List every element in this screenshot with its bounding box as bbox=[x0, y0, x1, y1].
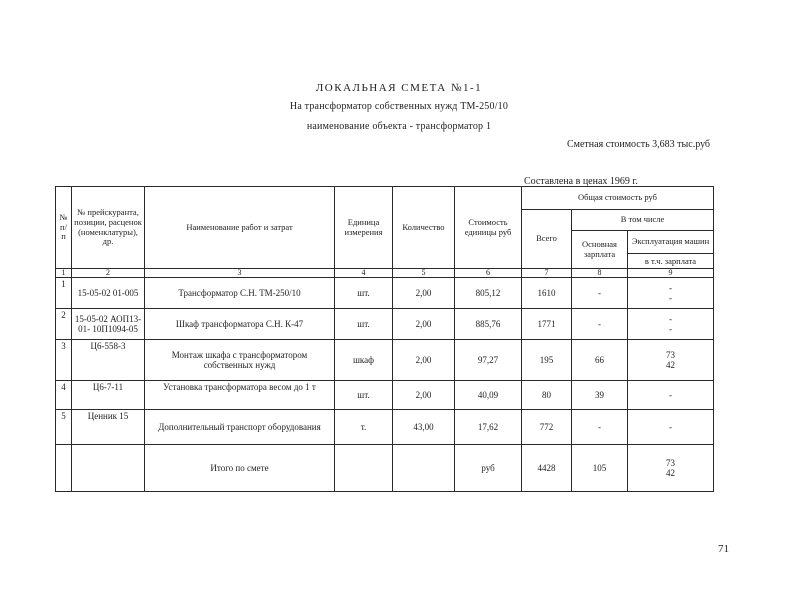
row-machines-value: 73 bbox=[666, 457, 675, 468]
col-number: 5 bbox=[393, 269, 455, 278]
row-code: 15-05-02 АОП13-01- 10П1094-05 bbox=[72, 309, 145, 340]
row-qty: 2,00 bbox=[393, 340, 455, 381]
price-basis: Составлена в ценах 1969 г. bbox=[524, 176, 638, 187]
row-machines-value: - bbox=[669, 389, 672, 400]
row-num bbox=[56, 445, 72, 492]
row-machines-value: - bbox=[669, 313, 672, 324]
row-unit-cost: руб bbox=[455, 445, 522, 492]
col-number: 2 bbox=[72, 269, 145, 278]
row-qty bbox=[393, 445, 455, 492]
col-header-unit-cost: Стоимость единицы руб bbox=[455, 187, 522, 269]
row-machines bbox=[628, 278, 714, 309]
row-name: Шкаф трансформатора С.Н. К-47 bbox=[145, 309, 335, 340]
row-code bbox=[72, 445, 145, 492]
row-code: Ц6-558-3 bbox=[72, 340, 145, 381]
table-row bbox=[56, 309, 714, 340]
row-machines-wages-value: 42 bbox=[666, 360, 675, 370]
col-number: 4 bbox=[335, 269, 393, 278]
row-total: 80 bbox=[522, 381, 572, 410]
col-header-machines-cell bbox=[628, 231, 714, 269]
row-unit: шт. bbox=[335, 381, 393, 410]
row-total: 4428 bbox=[522, 445, 572, 492]
row-machines bbox=[628, 381, 714, 410]
row-unit: шт. bbox=[335, 309, 393, 340]
table-row bbox=[56, 381, 714, 410]
col-header-wages: Основная зарплата bbox=[572, 231, 628, 269]
row-unit-cost: 805,12 bbox=[455, 278, 522, 309]
table-row-total bbox=[56, 445, 714, 492]
row-machines-value: 73 bbox=[666, 349, 675, 360]
row-num: 5 bbox=[56, 410, 72, 445]
col-header-unit: Единица измерения bbox=[335, 187, 393, 269]
col-header-qty: Количество bbox=[393, 187, 455, 269]
row-machines-value: - bbox=[669, 282, 672, 293]
page-number: 71 bbox=[718, 543, 729, 555]
col-number: 1 bbox=[56, 269, 72, 278]
col-header-incl: В том числе bbox=[572, 210, 714, 231]
row-num: 4 bbox=[56, 381, 72, 410]
col-number: 7 bbox=[522, 269, 572, 278]
row-machines bbox=[628, 340, 714, 381]
row-unit: т. bbox=[335, 410, 393, 445]
row-num: 2 bbox=[56, 309, 72, 340]
row-name: Установка трансформатора весом до 1 т bbox=[145, 381, 335, 410]
row-code: 15-05-02 01-005 bbox=[72, 278, 145, 309]
col-header-code: № прейскуранта, позиции, расценок (номенклатуры), др. bbox=[72, 187, 145, 269]
row-wages: 105 bbox=[572, 445, 628, 492]
row-wages: - bbox=[572, 410, 628, 445]
row-total: 772 bbox=[522, 410, 572, 445]
row-qty: 2,00 bbox=[393, 381, 455, 410]
row-num: 1 bbox=[56, 278, 72, 309]
row-name: Монтаж шкафа с трансформатором собственных нужд bbox=[145, 340, 335, 381]
row-unit bbox=[335, 445, 393, 492]
col-header-num: № п/п bbox=[56, 187, 72, 269]
row-qty: 2,00 bbox=[393, 309, 455, 340]
row-wages: 39 bbox=[572, 381, 628, 410]
col-header-machines: Эксплуатация машин bbox=[628, 231, 713, 254]
row-name: Итого по смете bbox=[145, 445, 335, 492]
col-header-machines-wages: в т.ч. зарплата bbox=[644, 256, 697, 266]
row-machines-wages-value: - bbox=[669, 324, 672, 334]
col-number: 9 bbox=[628, 269, 714, 278]
row-machines-wages-value: - bbox=[669, 293, 672, 303]
col-number: 6 bbox=[455, 269, 522, 278]
estimate-subtitle: На трансформатор собственных нужд ТМ-250/10 bbox=[289, 101, 509, 112]
row-unit: шкаф bbox=[335, 340, 393, 381]
row-unit-cost: 97,27 bbox=[455, 340, 522, 381]
row-unit-cost: 885,76 bbox=[455, 309, 522, 340]
row-wages: - bbox=[572, 309, 628, 340]
object-name: наименование объекта - трансформатор 1 bbox=[306, 121, 492, 132]
row-unit: шт. bbox=[335, 278, 393, 309]
table-row bbox=[56, 278, 714, 309]
col-header-total: Всего bbox=[522, 210, 572, 269]
row-total: 195 bbox=[522, 340, 572, 381]
row-machines bbox=[628, 445, 714, 492]
col-header-name: Наименование работ и затрат bbox=[145, 187, 335, 269]
row-code: Ц6-7-11 bbox=[72, 381, 145, 410]
row-name: Дополнительный транспорт оборудования bbox=[145, 410, 335, 445]
row-machines bbox=[628, 309, 714, 340]
row-unit-cost: 17,62 bbox=[455, 410, 522, 445]
row-machines-wages-value: 42 bbox=[666, 468, 675, 478]
column-numbers-row bbox=[56, 269, 714, 278]
row-qty: 43,00 bbox=[393, 410, 455, 445]
row-machines bbox=[628, 410, 714, 445]
row-wages: 66 bbox=[572, 340, 628, 381]
header-row-1 bbox=[56, 187, 714, 210]
estimate-title: ЛОКАЛЬНАЯ СМЕТА №1-1 bbox=[315, 82, 483, 94]
row-name: Трансформатор С.Н. ТМ-250/10 bbox=[145, 278, 335, 309]
row-machines-value: - bbox=[669, 421, 672, 432]
col-number: 8 bbox=[572, 269, 628, 278]
estimate-table bbox=[55, 186, 714, 492]
table-row bbox=[56, 410, 714, 445]
row-code: Ценник 15 bbox=[72, 410, 145, 445]
col-number: 3 bbox=[145, 269, 335, 278]
row-unit-cost: 40,09 bbox=[455, 381, 522, 410]
row-qty: 2,00 bbox=[393, 278, 455, 309]
row-total: 1610 bbox=[522, 278, 572, 309]
row-wages: - bbox=[572, 278, 628, 309]
estimated-cost: Сметная стоимость 3,683 тыс.руб bbox=[567, 139, 711, 150]
row-num: 3 bbox=[56, 340, 72, 381]
table-row bbox=[56, 340, 714, 381]
row-total: 1771 bbox=[522, 309, 572, 340]
col-header-total-group: Общая стоимость руб bbox=[522, 187, 714, 210]
